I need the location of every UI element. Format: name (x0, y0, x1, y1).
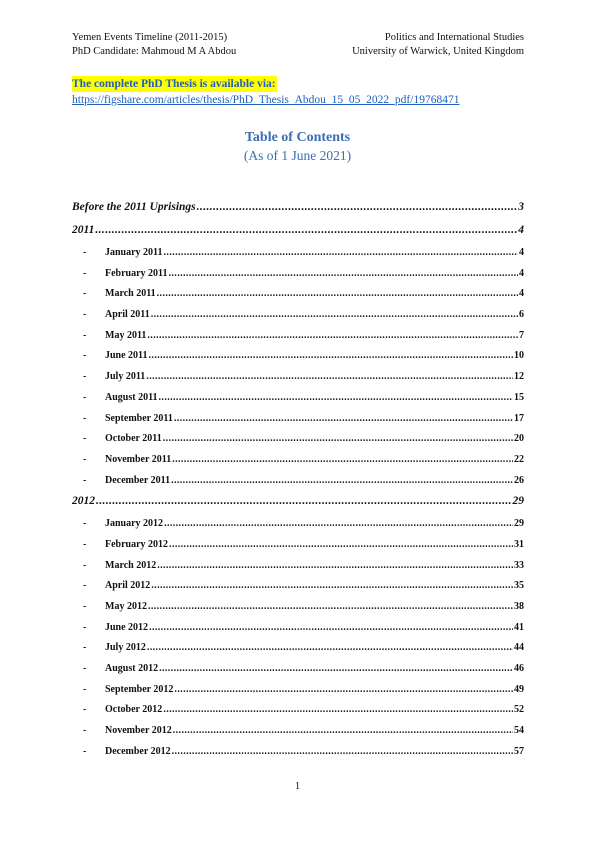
toc-section-entry[interactable] (72, 221, 524, 244)
toc-bullet-dash: - (83, 601, 87, 612)
toc-dot-leader (171, 472, 513, 490)
toc-bullet-dash: - (83, 309, 87, 321)
toc-entry-label: 2011 (72, 224, 95, 236)
toc-dot-leader (96, 492, 512, 510)
toc-month-entry[interactable] (72, 515, 524, 536)
toc-bullet-dash: - (83, 474, 87, 486)
toc-entry-label: November 2011 (105, 453, 172, 465)
toc-entry-label: December 2011 (105, 474, 171, 486)
toc-entry-page: 41 (514, 621, 524, 633)
toc-heading (0, 129, 595, 165)
toc-dot-leader (172, 451, 513, 469)
toc-month-entry[interactable] (72, 722, 524, 743)
toc-dot-leader (172, 743, 513, 761)
header-row-1 (72, 31, 524, 45)
toc-section-entry[interactable] (72, 492, 524, 515)
header-right-2: University of Warwick, United Kingdom (352, 46, 524, 57)
toc-month-entry[interactable] (72, 598, 524, 619)
toc-bullet-dash: - (83, 371, 87, 383)
toc-dot-leader (148, 598, 513, 616)
toc-bullet-dash: - (83, 538, 87, 550)
toc-month-entry[interactable] (72, 327, 524, 348)
toc-entry-page: 29 (512, 495, 524, 508)
toc-entry-page: 57 (514, 745, 524, 757)
toc-dot-leader (149, 347, 513, 365)
thesis-link[interactable]: https://figshare.com/articles/thesis/PhD_Thesis_Abdou_15_05_2022_pdf/19768471 (72, 94, 460, 106)
toc-bullet-dash: - (83, 518, 87, 530)
toc-entry-page: 29 (514, 518, 524, 530)
toc-entry-label: January 2011 (105, 247, 163, 258)
toc-month-entry[interactable] (72, 743, 524, 764)
toc-entry-label: March 2011 (105, 288, 156, 300)
toc-month-entry[interactable] (72, 347, 524, 368)
toc-dot-leader (157, 285, 518, 303)
toc-bullet-dash: - (83, 745, 87, 757)
toc-entry-page: 54 (514, 725, 524, 737)
toc-entry-label: April 2012 (105, 580, 151, 592)
toc-entry-page: 38 (514, 601, 524, 612)
toc-entry-label: October 2011 (105, 433, 162, 445)
toc-bullet-dash: - (83, 267, 87, 279)
toc-dot-leader (197, 198, 518, 216)
toc-bullet-dash: - (83, 391, 87, 403)
toc-month-entry[interactable] (72, 472, 524, 493)
toc-title: Table of Contents (244, 130, 351, 145)
toc-bullet-dash: - (83, 704, 87, 716)
toc-month-entry[interactable] (72, 265, 524, 286)
toc-month-entry[interactable] (72, 577, 524, 598)
toc-entry-label: September 2011 (105, 412, 173, 424)
toc-entry-page: 22 (514, 453, 524, 465)
toc-month-entry[interactable] (72, 681, 524, 702)
toc-entry-label: February 2011 (105, 267, 168, 279)
toc-entry-page: 4 (518, 224, 524, 236)
header-right-1: Politics and International Studies (384, 32, 524, 43)
toc-month-entry[interactable] (72, 639, 524, 660)
toc-bullet-dash: - (83, 329, 87, 341)
toc-month-entry[interactable] (72, 557, 524, 578)
toc-entry-label: June 2012 (105, 621, 149, 633)
toc-month-entry[interactable] (72, 244, 524, 265)
toc-bullet-dash: - (83, 247, 87, 258)
toc-entry-label: April 2011 (105, 309, 150, 321)
toc-month-entry[interactable] (72, 619, 524, 640)
toc-entry-label: February 2012 (105, 538, 169, 550)
toc-entry-label: Before the 2011 Uprisings (72, 201, 196, 213)
toc-bullet-dash: - (83, 663, 87, 675)
toc-entry-page: 52 (514, 704, 524, 716)
toc-entry-label: July 2012 (105, 642, 146, 654)
toc-dot-leader (159, 389, 513, 407)
toc-entry-label: May 2011 (105, 329, 147, 341)
toc-month-entry[interactable] (72, 451, 524, 472)
toc-entry-page: 20 (514, 433, 524, 445)
toc-bullet-dash: - (83, 412, 87, 424)
toc-entry-page: 49 (514, 683, 524, 695)
toc-dot-leader (163, 430, 513, 448)
toc-bullet-dash: - (83, 642, 87, 654)
toc-dot-leader (95, 221, 517, 239)
toc-month-entry[interactable] (72, 285, 524, 306)
toc-entry-page: 31 (514, 538, 524, 550)
toc-month-entry[interactable] (72, 368, 524, 389)
toc-dot-leader (149, 619, 513, 637)
toc-entry-page: 35 (514, 580, 524, 592)
toc-entry-label: March 2012 (105, 559, 157, 571)
toc-section-entry[interactable] (72, 198, 524, 221)
toc-subtitle: (As of 1 June 2021) (243, 148, 352, 163)
toc-dot-leader (163, 701, 513, 719)
toc-dot-leader (147, 639, 513, 657)
toc-entry-label: August 2011 (105, 391, 158, 403)
header-left-2: PhD Candidate: Mahmoud M A Abdou (72, 46, 237, 57)
toc-entry-label: June 2011 (105, 350, 148, 362)
toc-entry-label: January 2012 (105, 518, 164, 530)
toc-entry-page: 26 (514, 474, 524, 486)
toc-dot-leader (151, 577, 513, 595)
toc-dot-leader (157, 557, 513, 575)
toc-dot-leader (173, 722, 513, 740)
toc-bullet-dash: - (83, 580, 87, 592)
toc-entry-page: 46 (514, 663, 524, 675)
availability-highlight: The complete PhD Thesis is available via: (72, 78, 276, 90)
toc-bullet-dash: - (83, 683, 87, 695)
toc-dot-leader (164, 244, 518, 262)
availability-note (72, 76, 459, 108)
toc-entry-page: 4 (519, 247, 524, 258)
toc-entry-page: 10 (514, 350, 524, 362)
toc-dot-leader (174, 410, 513, 428)
toc-entry-page: 17 (514, 412, 524, 424)
table-of-contents (72, 198, 524, 764)
toc-entry-page: 15 (514, 391, 524, 403)
toc-entry-label: December 2012 (105, 745, 171, 757)
page-header (72, 31, 524, 59)
toc-bullet-dash: - (83, 288, 87, 300)
toc-month-entry[interactable] (72, 701, 524, 722)
toc-bullet-dash: - (83, 725, 87, 737)
toc-dot-leader (151, 306, 518, 324)
toc-entry-label: September 2012 (105, 683, 174, 695)
header-row-2 (72, 45, 524, 59)
toc-bullet-dash: - (83, 559, 87, 571)
toc-entry-label: November 2012 (105, 725, 172, 737)
toc-month-entry[interactable] (72, 660, 524, 681)
toc-entry-page: 4 (519, 288, 524, 300)
toc-dot-leader (169, 536, 513, 554)
page-number: 1 (294, 781, 301, 792)
toc-entry-label: October 2012 (105, 704, 163, 716)
toc-entry-page: 44 (514, 642, 524, 654)
toc-entry-page: 33 (514, 559, 524, 571)
toc-dot-leader (146, 368, 513, 386)
toc-entry-page: 3 (518, 201, 524, 213)
toc-month-entry[interactable] (72, 389, 524, 410)
toc-entry-page: 6 (519, 309, 524, 321)
toc-month-entry[interactable] (72, 536, 524, 557)
toc-dot-leader (174, 681, 513, 699)
toc-dot-leader (169, 265, 519, 283)
toc-bullet-dash: - (83, 453, 87, 465)
toc-entry-page: 7 (519, 329, 524, 341)
header-left-1: Yemen Events Timeline (2011-2015) (72, 32, 228, 43)
toc-bullet-dash: - (83, 621, 87, 633)
toc-dot-leader (147, 327, 518, 345)
toc-entry-label: May 2012 (105, 601, 147, 612)
toc-dot-leader (159, 660, 513, 678)
toc-entry-label: July 2011 (105, 371, 146, 383)
toc-month-entry[interactable] (72, 430, 524, 451)
toc-entry-page: 12 (514, 371, 524, 383)
toc-entry-label: August 2012 (105, 663, 159, 675)
toc-month-entry[interactable] (72, 306, 524, 327)
toc-bullet-dash: - (83, 433, 87, 445)
toc-dot-leader (164, 515, 513, 533)
toc-entry-page: 4 (519, 267, 524, 279)
toc-month-entry[interactable] (72, 410, 524, 431)
toc-bullet-dash: - (83, 350, 87, 362)
toc-entry-label: 2012 (72, 495, 95, 508)
